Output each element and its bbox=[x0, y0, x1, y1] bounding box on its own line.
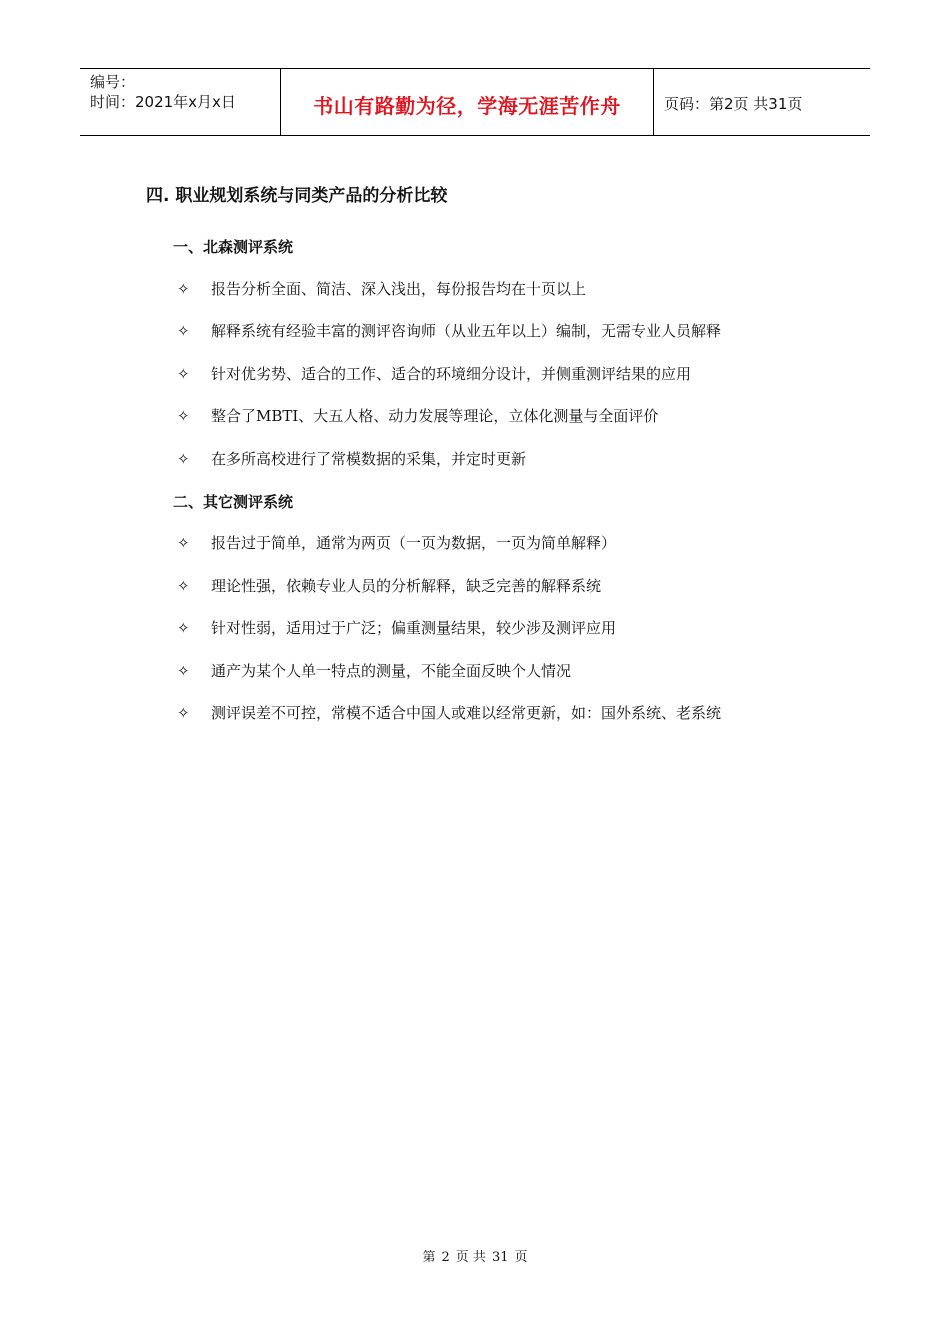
page-footer bbox=[0, 1246, 950, 1265]
bullet-icon: ✧ bbox=[177, 619, 190, 637]
bullet-icon: ✧ bbox=[177, 534, 190, 552]
list-item-text: 整合了MBTI、大五人格、动力发展等理论，立体化测量与全面评价 bbox=[211, 407, 659, 425]
footer-suffix: 页 bbox=[514, 1250, 528, 1265]
list-item bbox=[177, 660, 571, 681]
list-item bbox=[177, 532, 616, 553]
document-date: 时间：2021年x月x日 bbox=[90, 93, 236, 111]
footer-total-pages: 31 bbox=[491, 1250, 509, 1265]
list-item bbox=[177, 278, 586, 299]
header-table bbox=[80, 68, 870, 136]
header-meta-cell bbox=[80, 69, 281, 135]
list-item-text: 通产为某个人单一特点的测量，不能全面反映个人情况 bbox=[211, 662, 572, 680]
group-title-other: 二、其它测评系统 bbox=[173, 493, 294, 511]
list-item bbox=[177, 405, 658, 426]
list-item-text: 测评误差不可控，常模不适合中国人或难以经常更新，如：国外系统、老系统 bbox=[211, 704, 722, 722]
list-item bbox=[177, 320, 721, 341]
list-item-text: 报告过于简单，通常为两页（一页为数据，一页为简单解释） bbox=[211, 534, 617, 552]
list-item-text: 针对性弱，适用过于广泛；偏重测量结果，较少涉及测评应用 bbox=[211, 619, 617, 637]
bullet-icon: ✧ bbox=[177, 322, 190, 340]
list-item bbox=[177, 448, 526, 469]
footer-page-number: 2 bbox=[441, 1250, 450, 1265]
list-item-text: 解释系统有经验丰富的测评咨询师（从业五年以上）编制，无需专业人员解释 bbox=[211, 322, 722, 340]
list-item-text: 针对优劣势、适合的工作、适合的环境细分设计，并侧重测评结果的应用 bbox=[211, 365, 692, 383]
document-number-label: 编号： bbox=[90, 73, 136, 91]
header-motto-cell bbox=[281, 69, 654, 135]
bullet-icon: ✧ bbox=[177, 662, 190, 680]
section-title: 四. 职业规划系统与同类产品的分析比较 bbox=[146, 186, 448, 206]
bullet-icon: ✧ bbox=[177, 450, 190, 468]
header-motto: 书山有路勤为径，学海无涯苦作舟 bbox=[313, 93, 621, 118]
bullet-icon: ✧ bbox=[177, 280, 190, 298]
list-item bbox=[177, 575, 601, 596]
bullet-icon: ✧ bbox=[177, 365, 190, 383]
header-page-cell bbox=[654, 69, 870, 135]
bullet-icon: ✧ bbox=[177, 407, 190, 425]
header-page-info: 页码：第2页 共31页 bbox=[664, 94, 803, 113]
bullet-icon: ✧ bbox=[177, 577, 190, 595]
footer-mid: 页 共 bbox=[455, 1250, 486, 1265]
bullet-icon: ✧ bbox=[177, 704, 190, 722]
group-title-beisen: 一、北森测评系统 bbox=[173, 238, 294, 256]
list-item bbox=[177, 702, 721, 723]
list-item-text: 在多所高校进行了常模数据的采集，并定时更新 bbox=[211, 450, 527, 468]
list-item bbox=[177, 617, 616, 638]
list-item bbox=[177, 363, 691, 384]
footer-prefix: 第 bbox=[422, 1250, 436, 1265]
list-item-text: 报告分析全面、简洁、深入浅出，每份报告均在十页以上 bbox=[211, 280, 587, 298]
list-item-text: 理论性强，依赖专业人员的分析解释，缺乏完善的解释系统 bbox=[211, 577, 602, 595]
